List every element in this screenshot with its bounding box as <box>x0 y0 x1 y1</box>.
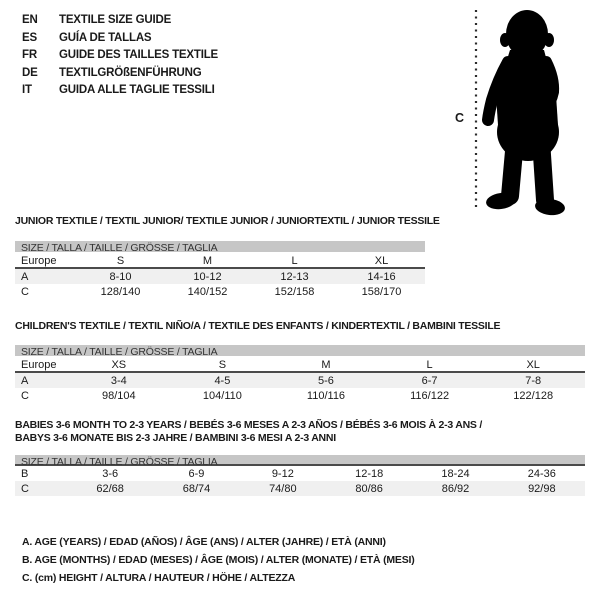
row-label: A <box>21 374 29 387</box>
table-cell: 6-9 <box>188 467 205 480</box>
language-list <box>22 14 218 97</box>
language-title: TEXTILGRÖßENFÜHRUNG <box>59 66 202 79</box>
table-cell: 4-5 <box>214 374 231 387</box>
language-title: TEXTILE SIZE GUIDE <box>59 14 172 26</box>
table-row <box>15 269 425 284</box>
region-label: Europe <box>21 358 57 371</box>
column-header: L <box>291 254 298 267</box>
row-label: B <box>21 467 29 480</box>
column-header: S <box>218 358 227 371</box>
row-label: C <box>21 389 29 402</box>
table-row <box>15 466 585 481</box>
table-cell: 140/152 <box>187 285 228 298</box>
language-code: ES <box>22 31 37 44</box>
table-cell: 110/116 <box>306 389 346 402</box>
table-cell: 62/68 <box>96 482 124 495</box>
babies-title-line1: BABIES 3-6 MONTH TO 2-3 YEARS / BEBÉS 3-6 MESES A 2-3 AÑOS / BÉBÉS 3-6 MOIS À 2-3 ANS / <box>15 419 483 431</box>
babies-title-line2: BABYS 3-6 MONATE BIS 2-3 JAHRE / BAMBINI 3-6 MESI A 2-3 ANNI <box>15 431 336 444</box>
table-cell: 104/110 <box>202 389 242 402</box>
junior-section-title: JUNIOR TEXTILE / TEXTIL JUNIOR/ TEXTILE JUNIOR / JUNIORTEXTIL / JUNIOR TESSILE <box>15 215 440 227</box>
height-figure <box>440 0 600 230</box>
column-header: XL <box>526 358 540 371</box>
language-code: IT <box>22 84 32 96</box>
footnote-b: B. AGE (MONTHS) / EDAD (MESES) / ÂGE (MOIS) / ALTER (MONATE) / ETÀ (MESI) <box>22 554 415 566</box>
size-header-bar: SIZE / TALLA / TAILLE / GRÖSSE / TAGLIA <box>15 241 425 252</box>
table-cell: 74/80 <box>269 482 297 495</box>
table-cell: 116/122 <box>410 389 450 402</box>
language-title: GUIDE DES TAILLES TEXTILE <box>59 49 218 61</box>
row-label: A <box>21 270 29 283</box>
table-cell: 92/98 <box>528 482 556 495</box>
table-cell: 6-7 <box>421 374 438 387</box>
babies-section-title <box>15 419 482 444</box>
column-header: M <box>321 358 331 371</box>
language-code: FR <box>22 49 37 61</box>
region-label: Europe <box>21 254 57 267</box>
junior-size-table <box>15 241 425 299</box>
table-cell: 10-12 <box>193 270 222 283</box>
size-header-bar: SIZE / TALLA / TAILLE / GRÖSSE / TAGLIA <box>15 345 585 356</box>
babies-size-table <box>15 455 585 496</box>
table-cell: 12-18 <box>355 467 384 480</box>
table-column-header-row <box>15 358 585 373</box>
column-header: XS <box>111 358 127 371</box>
table-cell: 12-13 <box>280 270 309 283</box>
table-cell: 3-4 <box>110 374 127 387</box>
table-cell: 18-24 <box>441 467 470 480</box>
children-size-table <box>15 345 585 403</box>
table-cell: 80/86 <box>355 482 383 495</box>
table-cell: 7-8 <box>525 374 542 387</box>
table-row <box>15 284 425 299</box>
table-cell: 158/170 <box>361 285 402 298</box>
children-section-title: CHILDREN'S TEXTILE / TEXTIL NIÑO/A / TEXTILE DES ENFANTS / KINDERTEXTIL / BAMBINI TESSILE <box>15 320 501 332</box>
footnote-a: A. AGE (YEARS) / EDAD (AÑOS) / ÂGE (ANS) / ALTER (JAHRE) / ETÀ (ANNI) <box>22 536 386 548</box>
table-row <box>15 388 585 403</box>
language-code: EN <box>22 14 38 26</box>
row-label: C <box>21 285 29 298</box>
table-cell: 68/74 <box>182 482 211 495</box>
row-label: C <box>21 482 29 495</box>
language-title: GUÍA DE TALLAS <box>59 31 152 44</box>
table-cell: 3-6 <box>102 467 119 480</box>
footnotes <box>22 533 415 587</box>
size-header-bar: SIZE / TALLA / TAILLE / GRÖSSE / TAGLIA <box>15 455 585 466</box>
table-row <box>15 373 585 388</box>
table-cell: 128/140 <box>100 285 141 298</box>
table-cell: 24-36 <box>527 467 556 480</box>
measure-label-c: C <box>455 111 465 125</box>
column-header: M <box>202 254 213 267</box>
table-cell: 14-16 <box>367 270 396 283</box>
footnote-c: C. (cm) HEIGHT / ALTURA / HAUTEUR / HÖHE / ALTEZZA <box>22 572 296 584</box>
table-cell: 9-12 <box>271 467 294 480</box>
table-cell: 122/128 <box>513 389 554 402</box>
table-row <box>15 481 585 496</box>
table-cell: 98/104 <box>101 389 136 402</box>
baby-silhouette-icon <box>485 10 566 217</box>
column-header: L <box>426 358 433 371</box>
table-cell: 152/158 <box>274 285 315 298</box>
column-header: S <box>116 254 125 267</box>
language-title: GUIDA ALLE TAGLIE TESSILI <box>59 84 215 96</box>
table-cell: 5-6 <box>318 374 334 387</box>
table-cell: 8-10 <box>109 270 132 283</box>
table-column-header-row <box>15 254 425 269</box>
column-header: XL <box>374 254 389 267</box>
language-code: DE <box>22 66 38 79</box>
table-cell: 86/92 <box>441 482 470 495</box>
